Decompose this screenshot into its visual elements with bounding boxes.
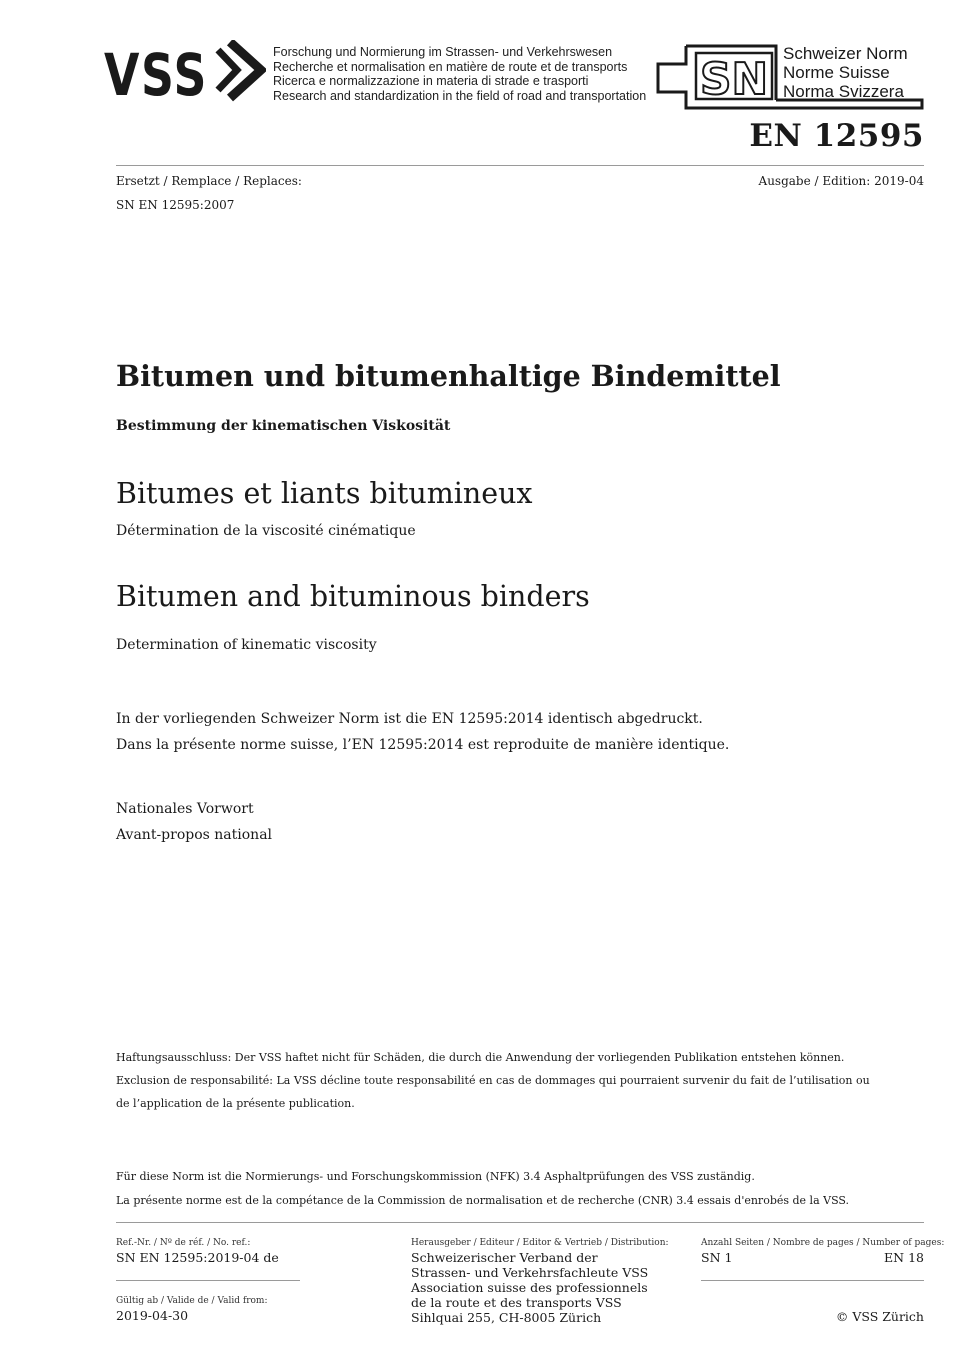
publisher-address — [411, 1250, 648, 1325]
title-fr: Bitumes et liants bitumineux — [116, 477, 533, 510]
publisher-line: de la route et des transports VSS — [411, 1295, 622, 1310]
vss-tagline-de: Forschung und Normierung im Strassen- und Verkehrswesen — [273, 45, 613, 59]
foreword-de: Nationales Vorwort — [116, 801, 254, 817]
pages-en: EN 18 — [884, 1250, 924, 1265]
replaces-label: Ersetzt / Remplace / Replaces: — [116, 174, 302, 188]
identical-note-de: In der vorliegenden Schweizer Norm ist die EN 12595:2014 identisch abgedruckt. — [116, 711, 703, 727]
publisher-line: Association suisse des professionnels — [411, 1280, 648, 1295]
vss-tagline-fr: Recherche et normalisation en matière de route et de transports — [273, 59, 628, 74]
valid-value: 2019-04-30 — [116, 1308, 189, 1323]
pages-label: Anzahl Seiten / Nombre de pages / Number of pages: — [701, 1238, 945, 1248]
committee-de: Für diese Norm ist die Normierungs- und Forschungskommission (NFK) 3.4 Asphaltprüfungen des VSS zuständig. — [116, 1170, 755, 1183]
disclaimer-fr-2: de l’application de la présente publication. — [116, 1097, 355, 1110]
subtitle-en: Determination of kinematic viscosity — [116, 637, 377, 653]
publisher-line: Schweizerischer Verband der — [411, 1250, 598, 1265]
foreword-fr: Avant-propos national — [116, 827, 273, 843]
identical-note-fr: Dans la présente norme suisse, l’EN 12595:2014 est reproduite de manière identique. — [116, 737, 730, 753]
vss-tagline — [273, 45, 646, 103]
header-rule — [116, 165, 924, 166]
vss-logo-text: VSS — [104, 41, 208, 102]
title-en: Bitumen and bituminous binders — [116, 580, 590, 613]
vss-tagline-en: Research and standardization in the field of road and transportation — [273, 88, 647, 103]
pages-sn: SN 1 — [701, 1250, 733, 1265]
standard-number: EN 12595 — [749, 118, 924, 154]
committee-fr: La présente norme est de la compétance de la Commission de normalisation et de recherche (CNR) 3.4 essais d'enrobés de la VSS. — [116, 1194, 850, 1207]
title-de: Bitumen und bitumenhaltige Bindemittel — [116, 359, 781, 393]
vss-logo-mark — [104, 40, 266, 102]
sn-name-fr: Norme Suisse — [783, 63, 890, 82]
ref-label: Ref.-Nr. / Nº de réf. / No. ref.: — [116, 1238, 251, 1248]
disclaimer-de: Haftungsausschluss: Der VSS haftet nicht für Schäden, die durch die Anwendung der vorliegenden Publikation entstehen können. — [116, 1051, 845, 1064]
sn-logo-text: SN — [700, 54, 768, 105]
publisher-line: Strassen- und Verkehrsfachleute VSS — [411, 1265, 649, 1280]
footer-rule — [116, 1222, 924, 1223]
ref-value: SN EN 12595:2019-04 de — [116, 1250, 279, 1265]
subtitle-fr: Détermination de la viscosité cinématique — [116, 523, 416, 539]
footer-col3-rule — [701, 1280, 924, 1281]
publisher-label: Herausgeber / Editeur / Editor & Vertrieb / Distribution: — [411, 1238, 669, 1248]
sn-name-it: Norma Svizzera — [783, 82, 904, 101]
sn-name-lines — [783, 44, 908, 101]
sn-name-de: Schweizer Norm — [783, 44, 908, 63]
subtitle-de: Bestimmung der kinematischen Viskosität — [116, 418, 451, 434]
vss-tagline-it: Ricerca e normalizzazione in materia di strade e trasporti — [273, 74, 589, 88]
replaces-value: SN EN 12595:2007 — [116, 198, 235, 212]
footer-col1-rule — [116, 1280, 300, 1281]
vss-logo — [104, 40, 266, 102]
publisher-line: Sihlquai 255, CH-8005 Zürich — [411, 1310, 602, 1325]
edition: Ausgabe / Edition: 2019-04 — [758, 174, 924, 188]
disclaimer-fr-1: Exclusion de responsabilité: La VSS décline toute responsabilité en cas de dommages qui pourraient survenir du fait de l’utilisation ou — [116, 1074, 870, 1087]
copyright: © VSS Zürich — [835, 1309, 924, 1324]
valid-label: Gültig ab / Valide de / Valid from: — [116, 1296, 268, 1306]
